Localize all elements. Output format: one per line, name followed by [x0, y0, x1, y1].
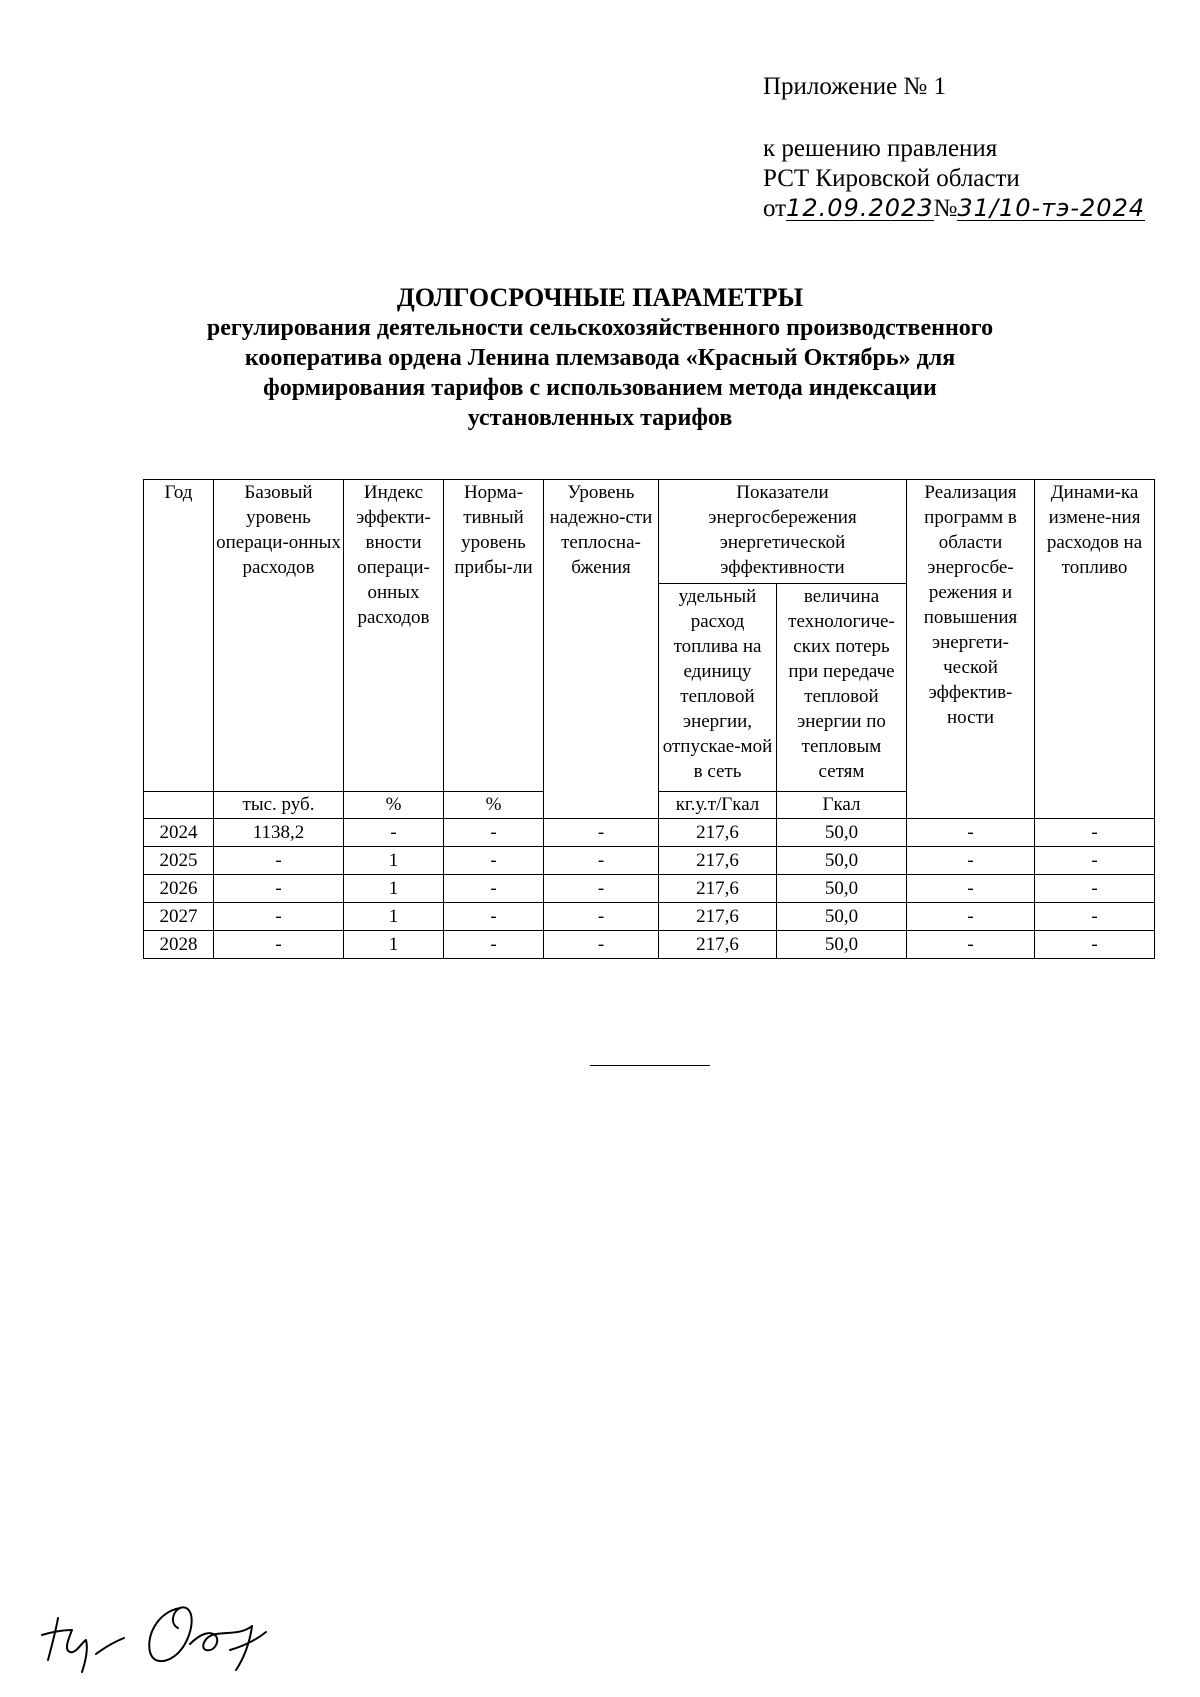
title-subtitle-line-2: кооператива ордена Ленина племзавода «Красный Октябрь» для [244, 345, 956, 371]
table-row [144, 903, 1155, 931]
table-row [144, 875, 1155, 903]
cell-efficiency-index: 1 [344, 875, 444, 903]
cell-programs: - [907, 847, 1035, 875]
cell-reliability: - [544, 903, 659, 931]
cell-reliability: - [544, 875, 659, 903]
table-row [144, 819, 1155, 847]
table-row [144, 931, 1155, 959]
title-subtitle-line-4: установленных тарифов [467, 405, 733, 431]
cell-efficiency-index: 1 [344, 903, 444, 931]
cell-base-opex: - [214, 847, 344, 875]
header-energy-group: Показатели энергосбережения энергетической эффективности [659, 480, 907, 584]
cell-losses: 50,0 [777, 931, 907, 959]
header-efficiency-index: Индекс эффекти-вности операци-онных расходов [344, 480, 444, 792]
cell-year: 2025 [144, 847, 214, 875]
cell-efficiency-index: - [344, 819, 444, 847]
cell-losses: 50,0 [777, 875, 907, 903]
cell-fuel-dynamics: - [1035, 931, 1155, 959]
header-reliability: Уровень надежно-сти теплосна-бжения [544, 480, 659, 819]
attachment-title: Приложение № 1 [763, 73, 947, 100]
cell-year: 2027 [144, 903, 214, 931]
unit-efficiency-index: % [344, 792, 444, 819]
cell-normative-profit: - [444, 931, 544, 959]
cell-year: 2028 [144, 931, 214, 959]
unit-base-opex: тыс. руб. [214, 792, 344, 819]
cell-base-opex: - [214, 875, 344, 903]
cell-fuel-rate: 217,6 [659, 847, 777, 875]
unit-normative-profit: % [444, 792, 544, 819]
authority-name: РСТ Кировской области [763, 165, 1020, 192]
cell-losses: 50,0 [777, 847, 907, 875]
unit-fuel-rate: кг.у.т/Гкал [659, 792, 777, 819]
header-normative-profit: Норма-тивный уровень прибы-ли [444, 480, 544, 792]
signature-icon [30, 1590, 290, 1680]
cell-reliability: - [544, 931, 659, 959]
cell-normative-profit: - [444, 903, 544, 931]
cell-fuel-dynamics: - [1035, 875, 1155, 903]
cell-reliability: - [544, 819, 659, 847]
handwritten-date: 12.09.2023 [786, 194, 934, 222]
title-subtitle-line-1: регулирования деятельности сельскохозяйственного производственного [206, 315, 994, 341]
cell-fuel-rate: 217,6 [659, 875, 777, 903]
cell-fuel-dynamics: - [1035, 847, 1155, 875]
cell-fuel-rate: 217,6 [659, 903, 777, 931]
header-base-opex: Базовый уровень операци-онных расходов [214, 480, 344, 792]
attachment-header [763, 72, 1145, 224]
cell-fuel-dynamics: - [1035, 903, 1155, 931]
cell-fuel-rate: 217,6 [659, 819, 777, 847]
cell-normative-profit: - [444, 847, 544, 875]
header-losses: величина технологиче-ских потерь при передаче тепловой энергии по тепловым сетям [777, 584, 907, 792]
document-title [140, 283, 1060, 433]
cell-base-opex: 1138,2 [214, 819, 344, 847]
cell-programs: - [907, 903, 1035, 931]
unit-year [144, 792, 214, 819]
header-year: Год [144, 480, 214, 792]
number-label: № [933, 195, 958, 222]
decision-date-number [763, 194, 1145, 224]
cell-base-opex: - [214, 931, 344, 959]
cell-programs: - [907, 931, 1035, 959]
cell-losses: 50,0 [777, 903, 907, 931]
header-fuel-rate: удельный расход топлива на единицу тепловой энергии, отпускае-мой в сеть [659, 584, 777, 792]
cell-programs: - [907, 875, 1035, 903]
header-fuel-dynamics: Динами-ка измене-ния расходов на топливо [1035, 480, 1155, 819]
cell-efficiency-index: 1 [344, 847, 444, 875]
cell-normative-profit: - [444, 875, 544, 903]
cell-year: 2026 [144, 875, 214, 903]
unit-losses: Гкал [777, 792, 907, 819]
handwritten-number: 31/10-тэ-2024 [957, 194, 1146, 222]
cell-losses: 50,0 [777, 819, 907, 847]
decision-reference: к решению правления [763, 135, 998, 162]
cell-reliability: - [544, 847, 659, 875]
cell-base-opex: - [214, 903, 344, 931]
cell-programs: - [907, 819, 1035, 847]
cell-fuel-rate: 217,6 [659, 931, 777, 959]
parameters-table [143, 479, 1155, 959]
title-subtitle-line-3: формирования тарифов с использованием метода индексации [263, 375, 937, 401]
cell-year: 2024 [144, 819, 214, 847]
cell-normative-profit: - [444, 819, 544, 847]
closing-divider [590, 1065, 710, 1066]
cell-efficiency-index: 1 [344, 931, 444, 959]
cell-fuel-dynamics: - [1035, 819, 1155, 847]
header-programs: Реализация программ в области энергосбе-режения и повышения энергети-ческой эффектив-ности [907, 480, 1035, 819]
from-label: от [763, 195, 787, 222]
table-row [144, 847, 1155, 875]
title-main: ДОЛГОСРОЧНЫЕ ПАРАМЕТРЫ [396, 283, 804, 312]
